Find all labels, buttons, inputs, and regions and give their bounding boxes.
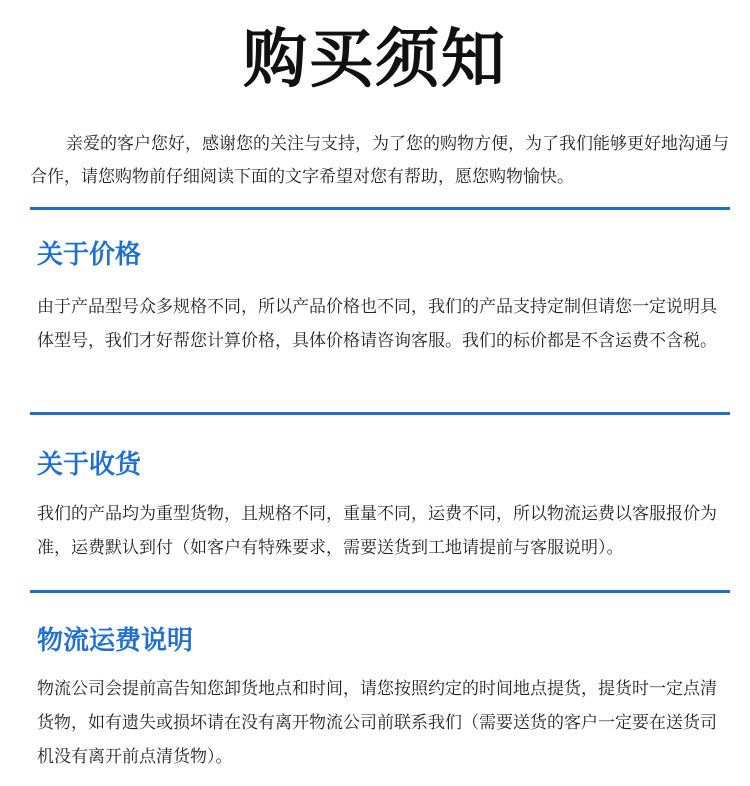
page-title: 购买须知	[243, 23, 507, 97]
section-body-price: 由于产品型号众多规格不同，所以产品价格也不同，我们的产品支持定制但请您一定说明具体型号，我们才好帮您计算价格，具体价格请咨询客服。我们的标价都是不含运费不含税。	[37, 297, 717, 351]
section-heading-shipping: 物流运费说明	[37, 626, 194, 656]
section-heading-price: 关于价格	[37, 240, 142, 270]
section-body-shipping: 物流公司会提前高告知您卸货地点和时间，请您按照约定的时间地点提货，提货时一定点清货物，如有遗失或损坏请在没有离开物流公司前联系我们（需要送货的客户一定要在送货司机没有离开前点清货物）。	[37, 679, 717, 767]
section-body-receiving: 我们的产品均为重型货物，且规格不同，重量不同，运费不同，所以物流运费以客服报价为准，运费默认到付（如客户有特殊要求，需要送货到工地请提前与客服说明）。	[37, 504, 717, 558]
section-divider	[30, 207, 730, 210]
section-divider	[30, 590, 730, 593]
intro-paragraph: 亲爱的客户您好，感谢您的关注与支持，为了您的购物方便，为了我们能够更好地沟通与合作，请您购物前仔细阅读下面的文字希望对您有帮助，愿您购物愉快。	[30, 134, 729, 187]
section-divider	[30, 412, 730, 415]
section-heading-receiving: 关于收货	[37, 450, 142, 480]
